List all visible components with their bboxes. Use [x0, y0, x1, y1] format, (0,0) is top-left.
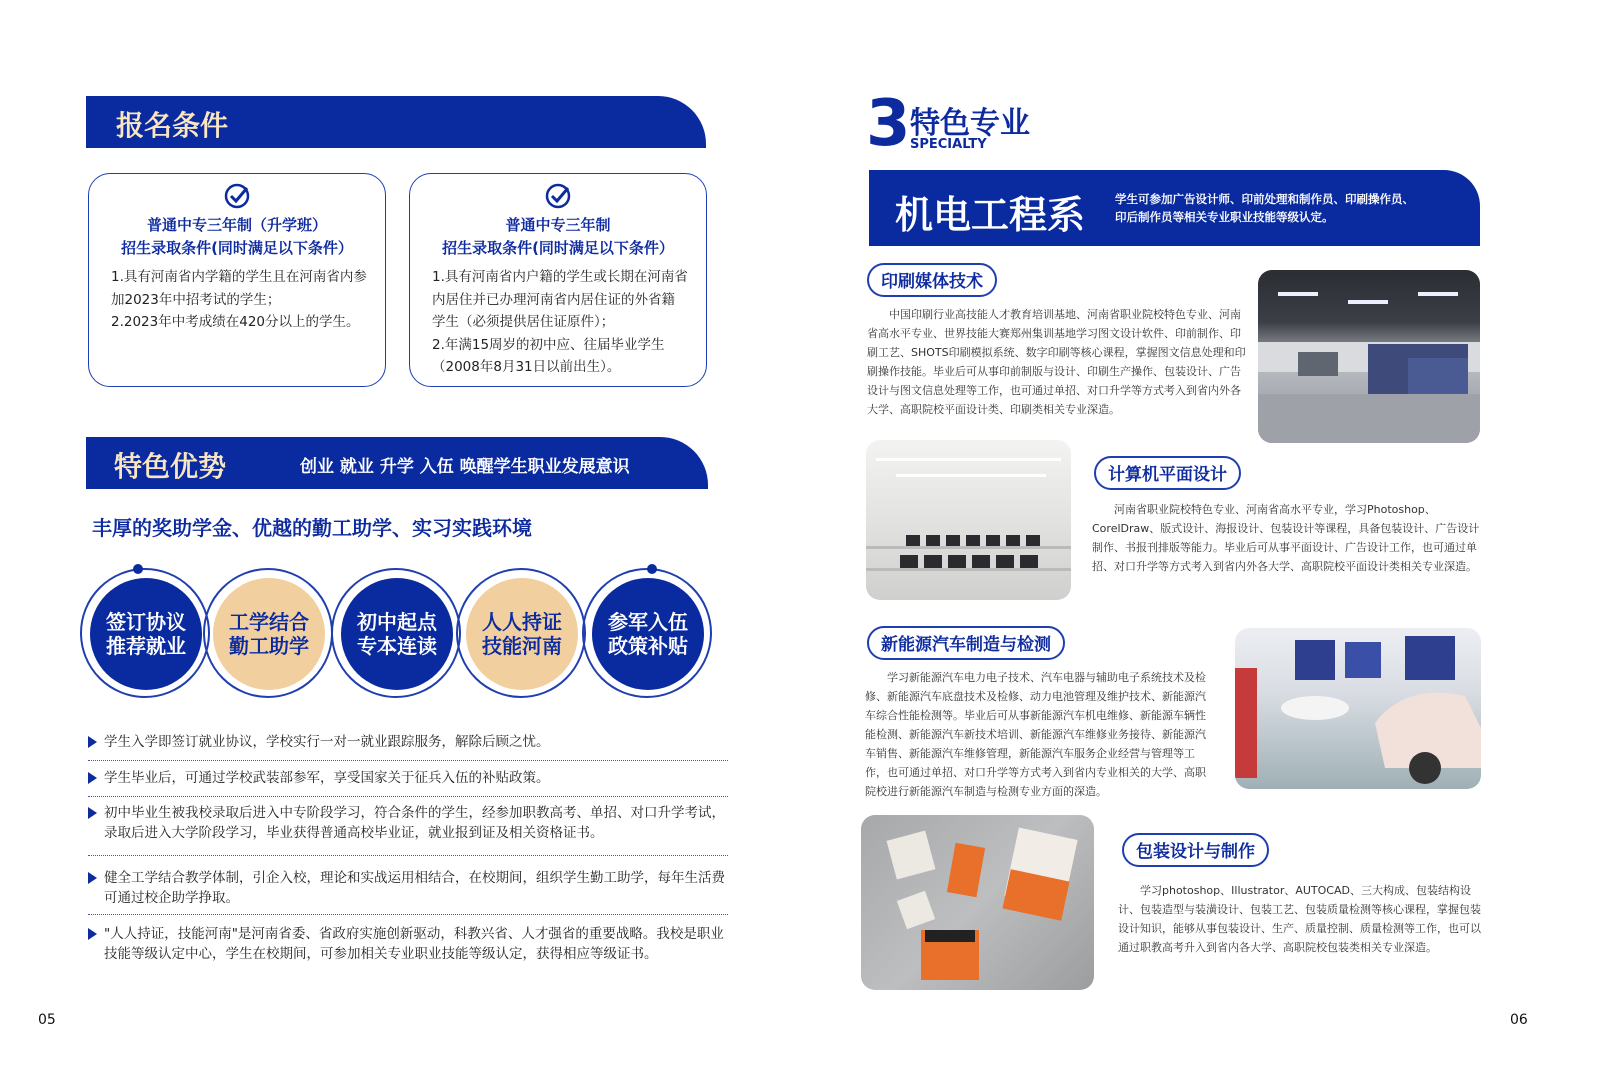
bullet-item: 健全工学结合教学体制，引企入校，理论和实战运用相结合，在校期间，组织学生勤工助学，每年生活费可通过校企助学挣取。: [88, 868, 728, 908]
card-heading: 普通中专三年制（升学班） 招生录取条件(同时满足以下条件）: [121, 216, 353, 257]
ev-workshop-illustration: [1235, 628, 1481, 789]
card-body: 1.具有河南省内户籍的学生或长期在河南省内居住并已办理河南省内居住证的外省籍学生（必须提供居住证原件）； 2.年满15周岁的初中应、往届毕业学生（2008年8月31日以前出生）。: [432, 269, 688, 375]
feature-circle: [582, 568, 702, 688]
major-pill-graphic: 计算机平面设计: [1094, 456, 1241, 490]
bullet-item: 学生毕业后，可通过学校武装部参军，享受国家关于征兵入伍的补贴政策。: [88, 768, 728, 788]
major-pill-ev: 新能源汽车制造与检测: [867, 626, 1065, 660]
bullet-item: 学生入学即签订就业协议，学校实行一对一就业跟踪服务，解除后顾之忧。: [88, 732, 728, 752]
circle-label: 签订协议 推荐就业: [90, 578, 202, 690]
divider: [88, 796, 728, 797]
section-en: SPECIALTY: [910, 137, 987, 152]
check-icon: [544, 182, 572, 210]
packaging-illustration: [861, 815, 1094, 990]
photo-ev-workshop: [1235, 628, 1481, 789]
major-desc-packaging: 学习photoshop、Illustrator、AUTOCAD、三大构成、包装结构设计、包装造型与装潢设计、包装工艺、包装质量检测等核心课程，掌握包装设计知识，能够从事包装设计、生产、质量控制、质量检测等工作，也可以通过职教高考升入到省内各大学、高职院校包装类相关专业深造。: [1118, 884, 1481, 954]
check-icon: [223, 182, 251, 210]
ring-dot: [133, 564, 143, 574]
major-pill-packaging: 包装设计与制作: [1122, 833, 1269, 867]
bullet-item: "人人持证，技能河南"是河南省委、省政府实施创新驱动，科教兴省、人才强省的重要战略。我校是职业技能等级认定中心，学生在校期间，可参加相关专业职业技能等级认定，获得相应等级证书。: [88, 924, 728, 964]
page-number-right: 06: [1510, 1012, 1528, 1028]
enroll-banner: [86, 96, 706, 148]
triangle-icon: [88, 772, 97, 784]
section-number: 3: [866, 87, 911, 161]
feature-circle: [456, 568, 576, 688]
divider: [88, 855, 728, 856]
triangle-icon: [88, 736, 97, 748]
enroll-card-1: [88, 173, 386, 387]
section-title: 特色专业: [910, 106, 1030, 141]
major-desc-graphic: 河南省职业院校特色专业、河南省高水平专业，学习Photoshop、CorelDraw、版式设计、海报设计、包装设计等课程，具备包装设计、广告设计制作、书报刊排版等能力。毕业后可从事平面设计、广告设计工作，也可通过单招、对口升学等方式考入到省内外各大学、高职院校平面设计类相关专业深造。: [1092, 503, 1480, 573]
triangle-icon: [88, 807, 97, 819]
circle-label: 人人持证 技能河南: [466, 578, 578, 690]
major-pill-printing: 印刷媒体技术: [867, 263, 997, 297]
card-heading: 普通中专三年制 招生录取条件(同时满足以下条件）: [442, 216, 674, 257]
card-body: 1.具有河南省内学籍的学生且在河南省内参加2023年中招考试的学生； 2.2023年中考成绩在420分以上的学生。: [111, 269, 367, 330]
page-number-left: 05: [38, 1012, 56, 1028]
divider: [88, 760, 728, 761]
major-desc-ev: 学习新能源汽车电力电子技术、汽车电器与辅助电子系统技术及检修、新能源汽车底盘技术及检修、动力电池管理及维护技术、新能源汽车综合性能检测等。毕业后可从事新能源汽车机电维修、新能源车辆性能检测、新能源汽车新技术培训、新能源汽车维修业务接待、新能源汽车销售、新能源汽车维修管理，新能源汽车服务企业经营与管理等工作，也可通过单招、对口升学等方式考入到省内专业相关的大学、高职院校进行新能源汽车制造与检测专业方面的深造。: [865, 671, 1206, 798]
photo-print-lab: [1258, 270, 1480, 443]
feature-circle: [203, 568, 323, 688]
feature-circle: [80, 568, 200, 688]
photo-packaging: [861, 815, 1094, 990]
computer-lab-illustration: [866, 440, 1071, 600]
circle-label: 初中起点 专本连读: [341, 578, 453, 690]
feature-circle: [331, 568, 451, 688]
circle-label: 参军入伍 政策补贴: [592, 578, 704, 690]
dept-banner: [869, 170, 1480, 246]
enroll-title: 报名条件: [116, 109, 229, 142]
triangle-icon: [88, 928, 97, 940]
photo-computer-lab: [866, 440, 1071, 600]
enroll-card-2: [409, 173, 707, 387]
dept-title: 机电工程系: [895, 193, 1086, 237]
dept-desc: 学生可参加广告设计师、印前处理和制作员、印刷操作员、 印后制作员等相关专业职业技能等级认定。: [1115, 192, 1414, 224]
advantage-banner: [86, 437, 708, 489]
advantage-title: 特色优势: [114, 450, 227, 483]
bullet-item: 初中毕业生被我校录取后进入中专阶段学习，符合条件的学生，经参加职教高考、单招、对口升学考试，录取后进入大学阶段学习，毕业获得普通高校毕业证，就业报到证及相关资格证书。: [88, 803, 728, 843]
print-lab-illustration: [1258, 270, 1480, 443]
major-desc-printing: 中国印刷行业高技能人才教育培训基地、河南省职业院校特色专业、河南省高水平专业、世界技能大赛郑州集训基地学习图文设计软件、印前制作、印刷工艺、SHOTS印刷模拟系统、数字印刷等核心课程，掌握图文信息处理和印刷操作技能。毕业后可从事印前制版与设计、印刷生产操作、包装设计、广告设计与图文信息处理等工作，也可通过单招、对口升学等方式考入到省内外各大学、高职院校平面设计类、印刷类相关专业深造。: [867, 308, 1246, 416]
divider: [88, 914, 728, 915]
advantage-slogan: 创业 就业 升学 入伍 唤醒学生职业发展意识: [300, 457, 630, 477]
advantage-subheading: 丰厚的奖助学金、优越的勤工助学、实习实践环境: [92, 516, 532, 540]
ring-dot: [647, 564, 657, 574]
triangle-icon: [88, 872, 97, 884]
circle-label: 工学结合 勤工助学: [213, 578, 325, 690]
